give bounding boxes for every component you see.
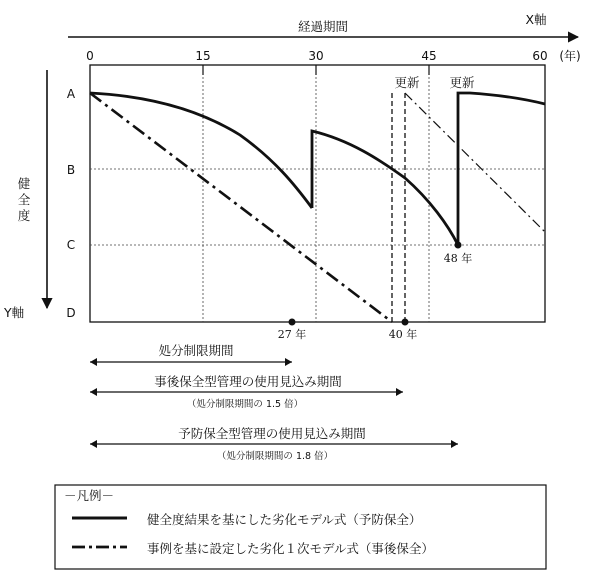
x-tick-label: 60 <box>532 49 548 63</box>
point-27-label: 27 年 <box>277 328 307 341</box>
reactive-segment-2 <box>405 93 545 232</box>
x-tick-label: 0 <box>86 49 94 63</box>
y-tick-labels <box>66 87 76 320</box>
x-unit-label: (年) <box>559 49 581 63</box>
x-axis-name: X軸 <box>525 12 547 27</box>
period-preventive <box>90 426 458 462</box>
y-axis-title-char: 度 <box>17 208 31 223</box>
series-reactive-thin <box>405 93 545 232</box>
arrowhead-left <box>90 388 97 396</box>
y-tick-label: D <box>66 306 76 320</box>
x-tick-labels <box>86 48 581 63</box>
period-limit-label: 処分制限期間 <box>158 343 234 358</box>
renewal-label-40: 更新 <box>394 75 420 90</box>
period-reactive-label: 事後保全型管理の使用見込み期間 <box>154 374 342 389</box>
x-axis-title: 経過期間 <box>297 19 349 34</box>
arrowhead-left <box>90 440 97 448</box>
arrowhead-right <box>451 440 458 448</box>
y-axis-name: Y軸 <box>4 305 25 320</box>
arrowhead-left <box>90 358 97 366</box>
y-axis-title-char: 全 <box>17 192 31 207</box>
series-reactive <box>90 93 392 322</box>
period-reactive-note: （処分制限期間の 1.5 倍） <box>186 399 304 410</box>
period-limit <box>90 343 292 366</box>
x-tick-marks <box>203 65 429 75</box>
reactive-segment-1 <box>90 93 392 322</box>
x-tick-label: 45 <box>421 49 437 63</box>
arrowhead-right <box>396 388 403 396</box>
legend <box>55 485 546 569</box>
period-reactive <box>90 374 403 410</box>
renewal-label-48: 更新 <box>449 75 475 90</box>
legend-title: －凡例－ <box>64 488 115 503</box>
preventive-segment-1 <box>90 93 312 208</box>
point-40-label: 40 年 <box>388 328 418 341</box>
point-40 <box>402 319 409 326</box>
point-48 <box>455 242 462 249</box>
preventive-segment-2 <box>312 131 458 245</box>
period-preventive-label: 予防保全型管理の使用見込み期間 <box>178 426 366 441</box>
point-48-label: 48 年 <box>443 252 473 265</box>
y-tick-label: C <box>66 238 76 252</box>
legend-dashdot-label: 事例を基に設定した劣化１次モデル式（事後保全） <box>147 541 434 556</box>
period-preventive-note: （処分制限期間の 1.8 倍） <box>216 451 334 462</box>
renewal-lines <box>392 93 458 322</box>
x-tick-label: 30 <box>308 49 324 63</box>
x-tick-label: 15 <box>195 49 211 63</box>
legend-box <box>55 485 546 569</box>
y-tick-label: B <box>66 163 76 177</box>
y-axis-title <box>18 176 31 223</box>
y-axis-title-char: 健 <box>17 176 31 191</box>
point-27 <box>289 319 296 326</box>
arrowhead-right <box>285 358 292 366</box>
legend-solid-label: 健全度結果を基にした劣化モデル式（予防保全） <box>147 512 422 527</box>
y-tick-label: A <box>66 87 76 101</box>
